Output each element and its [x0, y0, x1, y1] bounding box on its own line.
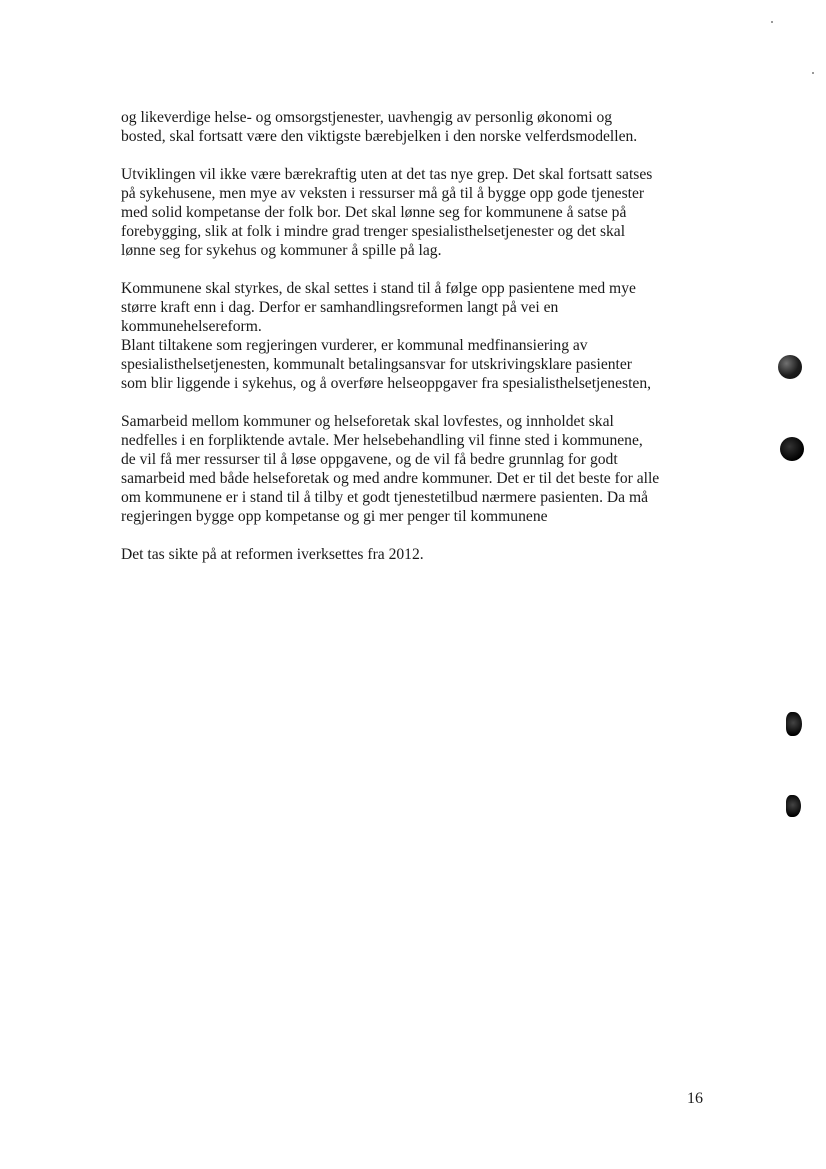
text-line: forebygging, slik at folk i mindre grad trenger spesialisthelsetjenester og det skal	[121, 223, 626, 240]
paragraph-2	[121, 165, 721, 260]
paragraph-1	[121, 108, 721, 146]
text-line: Kommunene skal styrkes, de skal settes i stand til å følge opp pasientene med mye	[121, 280, 636, 297]
text-line: nedfelles i en forpliktende avtale. Mer helsebehandling vil finne sted i kommunene,	[121, 432, 643, 449]
punch-hole-mark	[778, 355, 802, 379]
body-text	[121, 108, 721, 583]
punch-hole-mark	[786, 712, 802, 736]
text-line: Utviklingen vil ikke være bærekraftig uten at det tas nye grep. Det skal fortsatt satses	[121, 166, 653, 183]
text-line: spesialisthelsetjenesten, kommunalt betalingsansvar for utskrivingsklare pasienter	[121, 356, 632, 373]
text-line: samarbeid med både helseforetak og med andre kommuner. Det er til det beste for alle	[121, 470, 660, 487]
text-line: de vil få mer ressurser til å løse oppgavene, og de vil få bedre grunnlag for godt	[121, 451, 618, 468]
page-number: 16	[687, 1090, 703, 1107]
text-line: større kraft enn i dag. Derfor er samhandlingsreformen langt på vei en	[121, 299, 559, 316]
text-line: på sykehusene, men mye av veksten i ressurser må gå til å bygge opp gode tjenester	[121, 185, 645, 202]
text-line: om kommunene er i stand til å tilby et godt tjenestetilbud nærmere pasienten. Da må	[121, 489, 649, 506]
text-line: og likeverdige helse- og omsorgstjenester, uavhengig av personlig økonomi og	[121, 109, 613, 126]
punch-hole-mark	[786, 795, 801, 817]
paragraph-3	[121, 279, 721, 336]
text-line: Det tas sikte på at reformen iverksettes fra 2012.	[121, 546, 424, 563]
paragraph-5	[121, 412, 721, 526]
punch-hole-mark	[780, 437, 804, 461]
scan-speck	[771, 21, 773, 23]
text-line: Samarbeid mellom kommuner og helseforetak skal lovfestes, og innholdet skal	[121, 413, 614, 430]
text-line: som blir liggende i sykehus, og å overføre helseoppgaver fra spesialisthelsetjenesten,	[121, 375, 652, 392]
text-line: Blant tiltakene som regjeringen vurderer, er kommunal medfinansiering av	[121, 337, 588, 354]
text-line: kommunehelsereform.	[121, 318, 262, 335]
paragraph-4	[121, 336, 721, 393]
text-line: lønne seg for sykehus og kommuner å spille på lag.	[121, 242, 442, 259]
text-line: med solid kompetanse der folk bor. Det skal lønne seg for kommunene å satse på	[121, 204, 627, 221]
text-line: bosted, skal fortsatt være den viktigste bærebjelken i den norske velferdsmodellen.	[121, 128, 638, 145]
paragraph-6	[121, 545, 721, 564]
text-line: regjeringen bygge opp kompetanse og gi mer penger til kommunene	[121, 508, 548, 525]
scan-speck	[812, 72, 814, 74]
